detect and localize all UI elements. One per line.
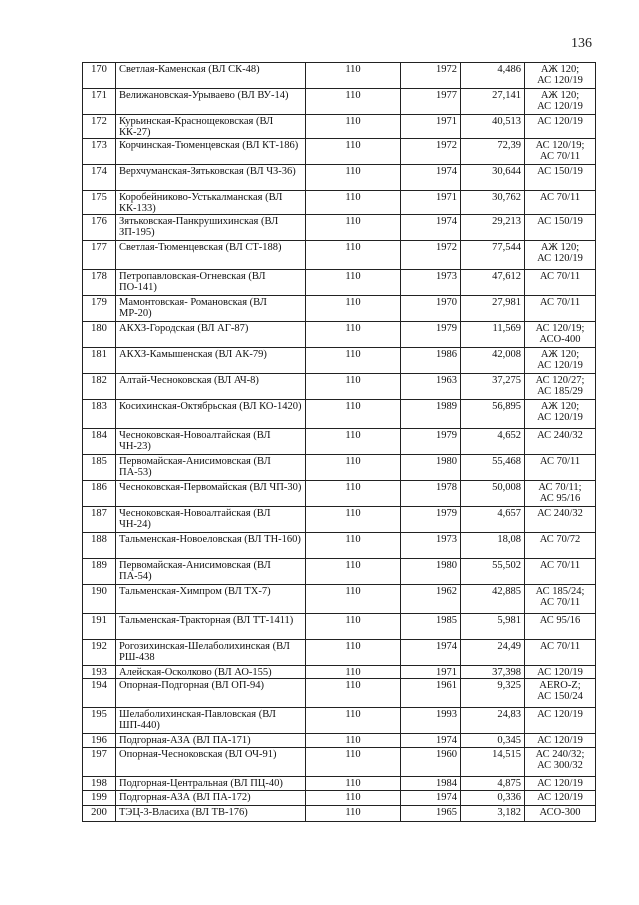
power-lines-table <box>82 62 596 822</box>
row-number: 191 <box>83 614 116 640</box>
length-cell: 5,981 <box>461 614 525 640</box>
wire-cell <box>525 455 596 481</box>
length-cell: 0,336 <box>461 791 525 806</box>
length-cell: 3,182 <box>461 806 525 822</box>
length-cell: 30,762 <box>461 191 525 215</box>
row-number: 179 <box>83 296 116 322</box>
year-cell: 1980 <box>401 559 461 585</box>
wire-type: АС 70/11 <box>539 597 581 608</box>
wire-type: АС 300/32 <box>537 760 583 771</box>
wire-type: АС 150/24 <box>537 691 583 702</box>
length-cell: 29,213 <box>461 215 525 241</box>
voltage-cell: 110 <box>306 191 401 215</box>
wire-cell <box>525 63 596 89</box>
table-row <box>83 165 596 191</box>
table-row <box>83 585 596 614</box>
voltage-cell: 110 <box>306 679 401 708</box>
row-number: 198 <box>83 777 116 791</box>
wire-type: АС 185/29 <box>537 386 583 397</box>
wire-type: АС 120/19 <box>537 778 583 789</box>
row-number: 193 <box>83 666 116 679</box>
wire-type: АСО-300 <box>539 807 581 818</box>
table-row <box>83 734 596 748</box>
table-row <box>83 777 596 791</box>
voltage-cell: 110 <box>306 481 401 507</box>
year-cell: 1965 <box>401 806 461 822</box>
row-number: 178 <box>83 270 116 296</box>
wire-type: АС 120/19 <box>537 735 583 746</box>
year-cell: 1973 <box>401 270 461 296</box>
wire-type: АС 70/11 <box>539 151 581 162</box>
wire-type: АС 120/19 <box>537 101 583 112</box>
wire-type: АС 70/11 <box>539 192 581 203</box>
line-name: ТЭЦ-3-Власиха (ВЛ ТВ-176) <box>116 806 306 822</box>
line-name: Алейская-Осколково (ВЛ АО-155) <box>116 666 306 679</box>
wire-cell <box>525 533 596 559</box>
year-cell: 1979 <box>401 322 461 348</box>
wire-type: АС 120/19 <box>537 709 583 720</box>
length-cell: 72,39 <box>461 139 525 165</box>
line-name: Косихинская-Октябрьская (ВЛ КО-1420) <box>116 400 306 429</box>
voltage-cell: 110 <box>306 322 401 348</box>
length-cell: 4,875 <box>461 777 525 791</box>
line-name: Корчинская-Тюменцевская (ВЛ КТ-186) <box>116 139 306 165</box>
table-row <box>83 348 596 374</box>
wire-cell <box>525 640 596 666</box>
voltage-cell: 110 <box>306 165 401 191</box>
line-name: Рогозихинская-Шелаболихинская (ВЛ РШ-438 <box>116 640 306 666</box>
year-cell: 1974 <box>401 165 461 191</box>
table-row <box>83 215 596 241</box>
line-name: Зятьковская-Панкрушихинская (ВЛ ЗП-195) <box>116 215 306 241</box>
wire-type: АС 120/19; <box>535 323 585 334</box>
wire-cell <box>525 139 596 165</box>
length-cell: 27,981 <box>461 296 525 322</box>
table-row <box>83 89 596 115</box>
table-row <box>83 559 596 585</box>
row-number: 183 <box>83 400 116 429</box>
wire-type: АС 70/11 <box>539 641 581 652</box>
voltage-cell: 110 <box>306 455 401 481</box>
voltage-cell: 110 <box>306 270 401 296</box>
table-row <box>83 507 596 533</box>
line-name: Мамонтовская- Романовская (ВЛ МР-20) <box>116 296 306 322</box>
line-name: Чесноковская-Новоалтайская (ВЛ ЧН-24) <box>116 507 306 533</box>
row-number: 186 <box>83 481 116 507</box>
wire-type: АС 70/11 <box>539 456 581 467</box>
year-cell: 1978 <box>401 481 461 507</box>
voltage-cell: 110 <box>306 348 401 374</box>
length-cell: 50,008 <box>461 481 525 507</box>
year-cell: 1989 <box>401 400 461 429</box>
wire-type: АС 70/11 <box>539 560 581 571</box>
length-cell: 18,08 <box>461 533 525 559</box>
voltage-cell: 110 <box>306 296 401 322</box>
row-number: 199 <box>83 791 116 806</box>
wire-cell <box>525 270 596 296</box>
length-cell: 24,83 <box>461 708 525 734</box>
length-cell: 30,644 <box>461 165 525 191</box>
wire-type: АС 150/19 <box>537 216 583 227</box>
line-name: Опорная-Подгорная (ВЛ ОП-94) <box>116 679 306 708</box>
year-cell: 1971 <box>401 115 461 139</box>
line-name: Петропавловская-Огневская (ВЛ ПО-141) <box>116 270 306 296</box>
line-name: Светлая-Каменская (ВЛ СК-48) <box>116 63 306 89</box>
row-number: 187 <box>83 507 116 533</box>
line-name: АКХЗ-Городская (ВЛ АГ-87) <box>116 322 306 348</box>
year-cell: 1979 <box>401 507 461 533</box>
length-cell: 9,325 <box>461 679 525 708</box>
row-number: 172 <box>83 115 116 139</box>
table-row <box>83 748 596 777</box>
year-cell: 1972 <box>401 241 461 270</box>
voltage-cell: 110 <box>306 215 401 241</box>
voltage-cell: 110 <box>306 559 401 585</box>
table-row <box>83 296 596 322</box>
row-number: 173 <box>83 139 116 165</box>
year-cell: 1961 <box>401 679 461 708</box>
row-number: 182 <box>83 374 116 400</box>
length-cell: 4,657 <box>461 507 525 533</box>
length-cell: 27,141 <box>461 89 525 115</box>
wire-type: АС 240/32 <box>537 430 583 441</box>
wire-type: АС 95/16 <box>539 493 581 504</box>
wire-type: АС 120/19 <box>537 75 583 86</box>
length-cell: 55,502 <box>461 559 525 585</box>
year-cell: 1972 <box>401 139 461 165</box>
year-cell: 1970 <box>401 296 461 322</box>
row-number: 188 <box>83 533 116 559</box>
length-cell: 24,49 <box>461 640 525 666</box>
wire-type: АС 150/19 <box>537 166 583 177</box>
year-cell: 1986 <box>401 348 461 374</box>
year-cell: 1974 <box>401 640 461 666</box>
wire-cell <box>525 89 596 115</box>
table-row <box>83 270 596 296</box>
line-name: Светлая-Тюменцевская (ВЛ СТ-188) <box>116 241 306 270</box>
row-number: 177 <box>83 241 116 270</box>
wire-cell <box>525 400 596 429</box>
wire-cell <box>525 559 596 585</box>
wire-type: АС 120/19 <box>537 253 583 264</box>
wire-type: АС 70/72 <box>539 534 581 545</box>
year-cell: 1979 <box>401 429 461 455</box>
wire-cell <box>525 348 596 374</box>
wire-cell <box>525 215 596 241</box>
row-number: 174 <box>83 165 116 191</box>
row-number: 200 <box>83 806 116 822</box>
length-cell: 77,544 <box>461 241 525 270</box>
voltage-cell: 110 <box>306 139 401 165</box>
row-number: 180 <box>83 322 116 348</box>
table-row <box>83 322 596 348</box>
page-number: 136 <box>571 36 592 51</box>
table-row <box>83 666 596 679</box>
table-row <box>83 614 596 640</box>
wire-type: АС 120/19; <box>535 140 585 151</box>
wire-type: АС 95/16 <box>539 615 581 626</box>
length-cell: 37,275 <box>461 374 525 400</box>
wire-type: АС 120/19 <box>537 412 583 423</box>
year-cell: 1985 <box>401 614 461 640</box>
line-name: Верхчуманская-Зятьковская (ВЛ ЧЗ-36) <box>116 165 306 191</box>
voltage-cell: 110 <box>306 806 401 822</box>
line-name: Велижановская-Урываево (ВЛ ВУ-14) <box>116 89 306 115</box>
row-number: 184 <box>83 429 116 455</box>
year-cell: 1972 <box>401 63 461 89</box>
length-cell: 11,569 <box>461 322 525 348</box>
table-row <box>83 241 596 270</box>
line-name: Тальменская-Тракторная (ВЛ ТТ-1411) <box>116 614 306 640</box>
wire-cell <box>525 165 596 191</box>
year-cell: 1960 <box>401 748 461 777</box>
wire-cell <box>525 507 596 533</box>
wire-cell <box>525 666 596 679</box>
line-name: Тальменская-Новоеловская (ВЛ ТН-160) <box>116 533 306 559</box>
wire-type: АЖ 120; <box>540 64 580 75</box>
wire-type: АЖ 120; <box>540 401 580 412</box>
length-cell: 0,345 <box>461 734 525 748</box>
voltage-cell: 110 <box>306 640 401 666</box>
row-number: 194 <box>83 679 116 708</box>
wire-type: АЖ 120; <box>540 349 580 360</box>
voltage-cell: 110 <box>306 400 401 429</box>
line-name: Первомайская-Анисимовская (ВЛ ПА-53) <box>116 455 306 481</box>
year-cell: 1993 <box>401 708 461 734</box>
length-cell: 14,515 <box>461 748 525 777</box>
line-name: Первомайская-Анисимовская (ВЛ ПА-54) <box>116 559 306 585</box>
wire-cell <box>525 191 596 215</box>
length-cell: 55,468 <box>461 455 525 481</box>
row-number: 176 <box>83 215 116 241</box>
wire-type: АС 70/11 <box>539 297 581 308</box>
table-row <box>83 455 596 481</box>
wire-cell <box>525 481 596 507</box>
wire-cell <box>525 679 596 708</box>
table-row <box>83 139 596 165</box>
row-number: 175 <box>83 191 116 215</box>
wire-cell <box>525 241 596 270</box>
year-cell: 1974 <box>401 791 461 806</box>
wire-type: АС 70/11 <box>539 271 581 282</box>
wire-cell <box>525 791 596 806</box>
wire-type: АСО-400 <box>539 334 581 345</box>
length-cell: 42,885 <box>461 585 525 614</box>
voltage-cell: 110 <box>306 748 401 777</box>
wire-type: АС 120/19 <box>537 360 583 371</box>
row-number: 192 <box>83 640 116 666</box>
wire-type: АС 120/27; <box>535 375 585 386</box>
row-number: 170 <box>83 63 116 89</box>
table-row <box>83 791 596 806</box>
wire-cell <box>525 296 596 322</box>
line-name: АКХЗ-Камышенская (ВЛ АК-79) <box>116 348 306 374</box>
line-name: Чесноковская-Первомайская (ВЛ ЧП-30) <box>116 481 306 507</box>
table-row <box>83 115 596 139</box>
voltage-cell: 110 <box>306 585 401 614</box>
wire-cell <box>525 115 596 139</box>
wire-type: AERO-Z; <box>539 680 581 691</box>
wire-type: АС 120/19 <box>537 792 583 803</box>
row-number: 181 <box>83 348 116 374</box>
voltage-cell: 110 <box>306 734 401 748</box>
voltage-cell: 110 <box>306 507 401 533</box>
voltage-cell: 110 <box>306 791 401 806</box>
year-cell: 1977 <box>401 89 461 115</box>
length-cell: 4,652 <box>461 429 525 455</box>
year-cell: 1984 <box>401 777 461 791</box>
length-cell: 56,895 <box>461 400 525 429</box>
table-row <box>83 533 596 559</box>
wire-type: АС 240/32 <box>537 508 583 519</box>
length-cell: 42,008 <box>461 348 525 374</box>
wire-cell <box>525 708 596 734</box>
wire-type: АС 240/32; <box>535 749 585 760</box>
voltage-cell: 110 <box>306 708 401 734</box>
wire-cell <box>525 429 596 455</box>
voltage-cell: 110 <box>306 777 401 791</box>
voltage-cell: 110 <box>306 614 401 640</box>
line-name: Подгорная-АЗА (ВЛ ПА-172) <box>116 791 306 806</box>
wire-type: АЖ 120; <box>540 90 580 101</box>
table-row <box>83 400 596 429</box>
table-row <box>83 429 596 455</box>
line-name: Чесноковская-Новоалтайская (ВЛ ЧН-23) <box>116 429 306 455</box>
wire-type: АС 70/11; <box>538 482 582 493</box>
row-number: 196 <box>83 734 116 748</box>
year-cell: 1962 <box>401 585 461 614</box>
year-cell: 1973 <box>401 533 461 559</box>
table-row <box>83 374 596 400</box>
line-name: Коробейниково-Устькалманская (ВЛ КК-133) <box>116 191 306 215</box>
table-row <box>83 481 596 507</box>
wire-cell <box>525 585 596 614</box>
wire-cell <box>525 748 596 777</box>
line-name: Опорная-Чесноковская (ВЛ ОЧ-91) <box>116 748 306 777</box>
voltage-cell: 110 <box>306 241 401 270</box>
row-number: 190 <box>83 585 116 614</box>
wire-cell <box>525 806 596 822</box>
line-name: Тальменская-Химпром (ВЛ ТХ-7) <box>116 585 306 614</box>
wire-cell <box>525 734 596 748</box>
table-row <box>83 806 596 822</box>
voltage-cell: 110 <box>306 374 401 400</box>
line-name: Алтай-Чесноковская (ВЛ АЧ-8) <box>116 374 306 400</box>
year-cell: 1963 <box>401 374 461 400</box>
row-number: 195 <box>83 708 116 734</box>
voltage-cell: 110 <box>306 89 401 115</box>
length-cell: 40,513 <box>461 115 525 139</box>
year-cell: 1980 <box>401 455 461 481</box>
row-number: 171 <box>83 89 116 115</box>
length-cell: 37,398 <box>461 666 525 679</box>
table-row <box>83 640 596 666</box>
table-row <box>83 191 596 215</box>
wire-type: АС 185/24; <box>535 586 585 597</box>
wire-cell <box>525 777 596 791</box>
wire-type: АЖ 120; <box>540 242 580 253</box>
year-cell: 1971 <box>401 666 461 679</box>
line-name: Подгорная-Центральная (ВЛ ПЦ-40) <box>116 777 306 791</box>
voltage-cell: 110 <box>306 63 401 89</box>
wire-cell <box>525 322 596 348</box>
wire-type: АС 120/19 <box>537 667 583 678</box>
line-name: Подгорная-АЗА (ВЛ ПА-171) <box>116 734 306 748</box>
length-cell: 4,486 <box>461 63 525 89</box>
year-cell: 1974 <box>401 215 461 241</box>
voltage-cell: 110 <box>306 429 401 455</box>
row-number: 197 <box>83 748 116 777</box>
year-cell: 1974 <box>401 734 461 748</box>
wire-cell <box>525 374 596 400</box>
line-name: Курьинская-Краснощековская (ВЛ КК-27) <box>116 115 306 139</box>
voltage-cell: 110 <box>306 533 401 559</box>
length-cell: 47,612 <box>461 270 525 296</box>
table-row <box>83 679 596 708</box>
table-row <box>83 63 596 89</box>
wire-cell <box>525 614 596 640</box>
year-cell: 1971 <box>401 191 461 215</box>
row-number: 189 <box>83 559 116 585</box>
voltage-cell: 110 <box>306 115 401 139</box>
voltage-cell: 110 <box>306 666 401 679</box>
row-number: 185 <box>83 455 116 481</box>
table-body <box>83 63 596 822</box>
wire-type: АС 120/19 <box>537 116 583 127</box>
line-name: Шелаболихинская-Павловская (ВЛ ШП-440) <box>116 708 306 734</box>
table-row <box>83 708 596 734</box>
